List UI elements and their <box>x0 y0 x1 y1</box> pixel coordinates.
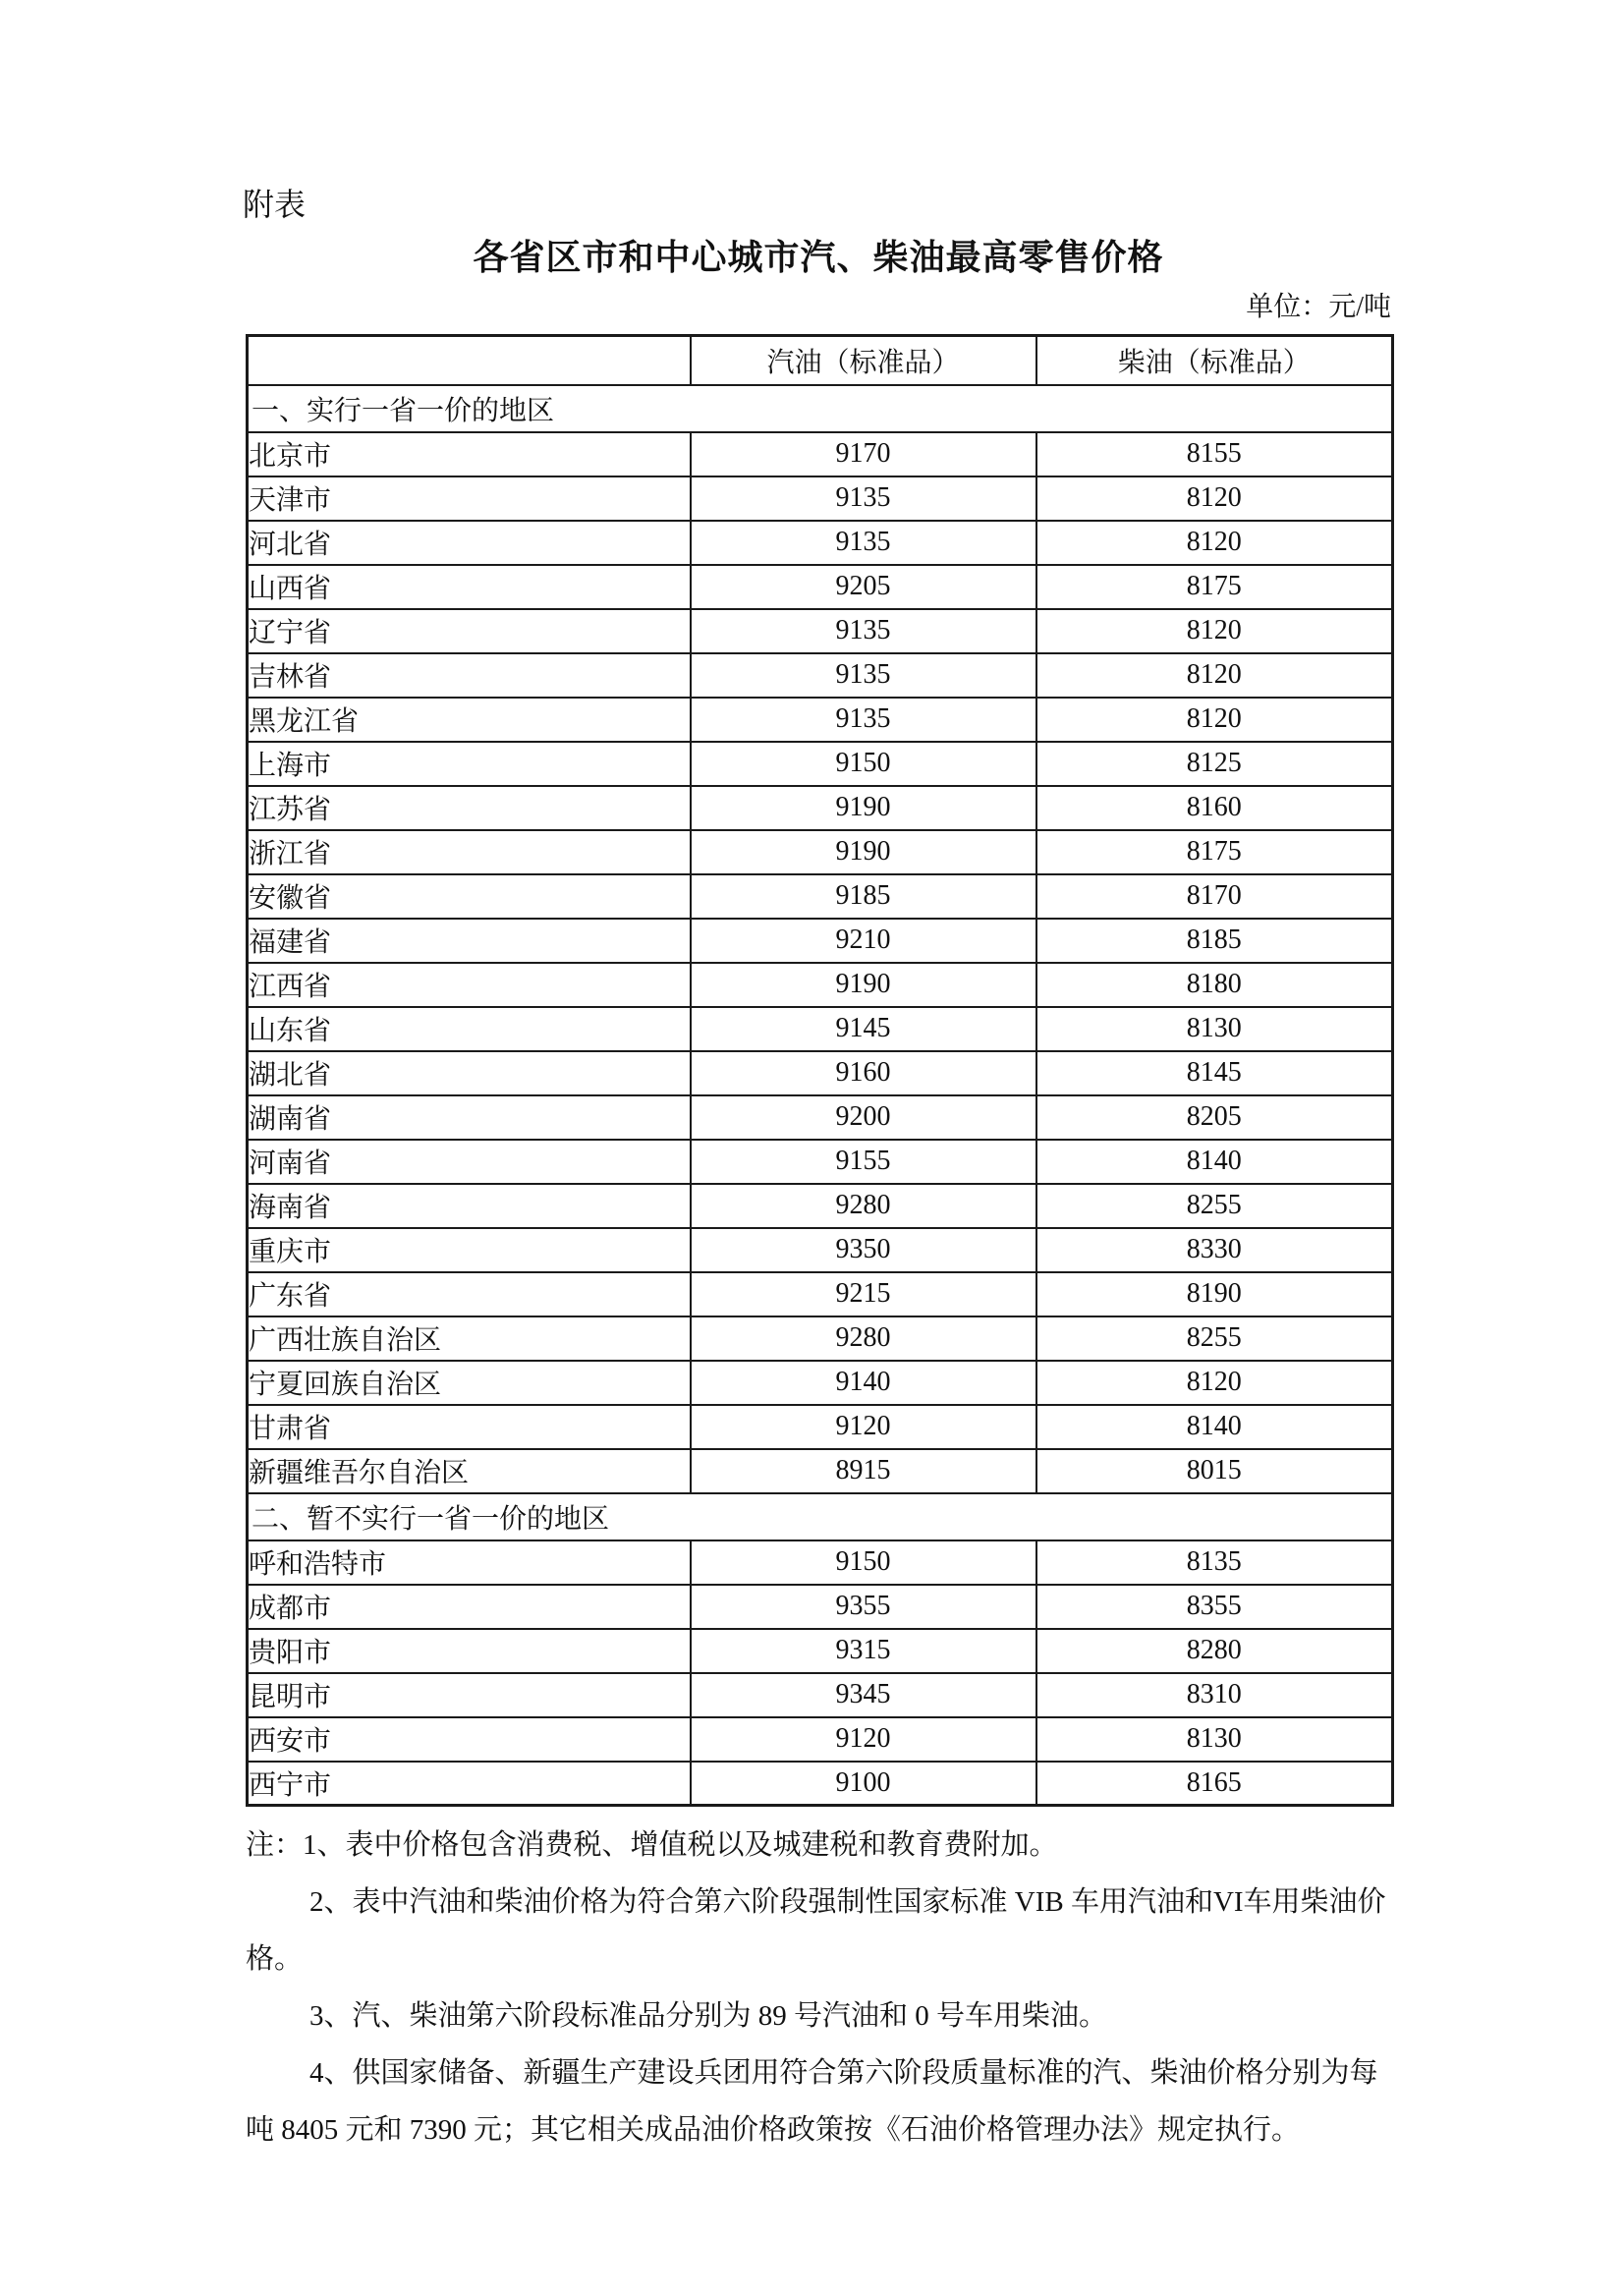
note-line: 2、表中汽油和柴油价格为符合第六阶段强制性国家标准 VIB 车用汽油和VI车用柴油价 <box>309 1886 1386 1918</box>
gasoline-price: 9155 <box>691 1140 1036 1184</box>
table-row <box>248 1585 1393 1629</box>
diesel-price: 8175 <box>1036 830 1393 874</box>
note-line: 注：1、表中价格包含消费税、增值税以及城建税和教育费附加。 <box>246 1829 1058 1861</box>
diesel-price: 8170 <box>1036 874 1393 919</box>
gasoline-price: 9120 <box>691 1405 1036 1449</box>
table-row <box>248 1051 1393 1095</box>
diesel-price: 8120 <box>1036 698 1393 742</box>
table-row <box>248 1316 1393 1361</box>
table-row <box>248 1184 1393 1228</box>
gasoline-price: 9145 <box>691 1007 1036 1051</box>
diesel-price: 8120 <box>1036 521 1393 565</box>
gasoline-price: 9140 <box>691 1361 1036 1405</box>
gasoline-price: 9100 <box>691 1762 1036 1806</box>
price-table <box>246 334 1394 1807</box>
table-row <box>248 1540 1393 1585</box>
gasoline-price: 9205 <box>691 565 1036 609</box>
region-name: 宁夏回族自治区 <box>248 1361 691 1405</box>
table-row <box>248 830 1393 874</box>
region-name: 广西壮族自治区 <box>248 1316 691 1361</box>
diesel-price: 8330 <box>1036 1228 1393 1272</box>
region-name: 成都市 <box>248 1585 691 1629</box>
gasoline-price: 9190 <box>691 830 1036 874</box>
diesel-price: 8255 <box>1036 1316 1393 1361</box>
table-row <box>248 1717 1393 1762</box>
region-name: 广东省 <box>248 1272 691 1316</box>
diesel-price: 8130 <box>1036 1007 1393 1051</box>
diesel-price: 8125 <box>1036 742 1393 786</box>
gasoline-price: 9315 <box>691 1629 1036 1673</box>
region-name: 安徽省 <box>248 874 691 919</box>
gasoline-price: 9190 <box>691 963 1036 1007</box>
region-name: 海南省 <box>248 1184 691 1228</box>
table-row <box>248 432 1393 476</box>
gasoline-price: 9280 <box>691 1184 1036 1228</box>
region-name: 河北省 <box>248 521 691 565</box>
unit-label: 单位：元/吨 <box>1246 292 1391 322</box>
table-row <box>248 742 1393 786</box>
diesel-price: 8255 <box>1036 1184 1393 1228</box>
diesel-price: 8155 <box>1036 432 1393 476</box>
table-row <box>248 1629 1393 1673</box>
region-name: 吉林省 <box>248 653 691 698</box>
note-line: 3、汽、柴油第六阶段标准品分别为 89 号汽油和 0 号车用柴油。 <box>309 2000 1108 2032</box>
gasoline-price: 9355 <box>691 1585 1036 1629</box>
region-name: 湖北省 <box>248 1051 691 1095</box>
region-name: 北京市 <box>248 432 691 476</box>
gasoline-price: 9135 <box>691 609 1036 653</box>
table-row <box>248 1140 1393 1184</box>
column-header-diesel: 柴油（标准品） <box>1036 336 1393 385</box>
gasoline-price: 9160 <box>691 1051 1036 1095</box>
diesel-price: 8135 <box>1036 1540 1393 1585</box>
note-line: 格。 <box>246 1943 304 1975</box>
region-name: 江西省 <box>248 963 691 1007</box>
table-row <box>248 1272 1393 1316</box>
document-content <box>246 234 1391 2158</box>
region-name: 江苏省 <box>248 786 691 830</box>
section-heading: 一、实行一省一价的地区 <box>248 385 1393 432</box>
table-row <box>248 1095 1393 1140</box>
diesel-price: 8180 <box>1036 963 1393 1007</box>
table-row <box>248 1762 1393 1806</box>
gasoline-price: 9135 <box>691 521 1036 565</box>
diesel-price: 8185 <box>1036 919 1393 963</box>
region-name: 山东省 <box>248 1007 691 1051</box>
gasoline-price: 9150 <box>691 742 1036 786</box>
diesel-price: 8165 <box>1036 1762 1393 1806</box>
gasoline-price: 9210 <box>691 919 1036 963</box>
gasoline-price: 9185 <box>691 874 1036 919</box>
region-name: 浙江省 <box>248 830 691 874</box>
region-name: 辽宁省 <box>248 609 691 653</box>
table-row <box>248 1007 1393 1051</box>
gasoline-price: 9120 <box>691 1717 1036 1762</box>
region-name: 天津市 <box>248 476 691 521</box>
table-row <box>248 1228 1393 1272</box>
note-line: 吨 8405 元和 7390 元；其它相关成品油价格政策按《石油价格管理办法》规定执行。 <box>246 2114 1301 2146</box>
region-name: 山西省 <box>248 565 691 609</box>
table-row <box>248 786 1393 830</box>
table-row <box>248 919 1393 963</box>
table-row <box>248 476 1393 521</box>
diesel-price: 8355 <box>1036 1585 1393 1629</box>
region-name: 湖南省 <box>248 1095 691 1140</box>
section-heading-row <box>248 1493 1393 1540</box>
page-title: 各省区市和中心城市汽、柴油最高零售价格 <box>473 238 1164 277</box>
region-name: 黑龙江省 <box>248 698 691 742</box>
gasoline-price: 9215 <box>691 1272 1036 1316</box>
table-row <box>248 653 1393 698</box>
notes-block <box>246 1817 1391 2158</box>
section-heading-row <box>248 385 1393 432</box>
region-name: 呼和浩特市 <box>248 1540 691 1585</box>
region-name: 重庆市 <box>248 1228 691 1272</box>
table-row <box>248 698 1393 742</box>
gasoline-price: 9350 <box>691 1228 1036 1272</box>
region-name: 西宁市 <box>248 1762 691 1806</box>
gasoline-price: 9345 <box>691 1673 1036 1717</box>
table-row <box>248 1449 1393 1493</box>
diesel-price: 8120 <box>1036 653 1393 698</box>
gasoline-price: 9135 <box>691 476 1036 521</box>
diesel-price: 8140 <box>1036 1405 1393 1449</box>
diesel-price: 8120 <box>1036 1361 1393 1405</box>
table-row <box>248 521 1393 565</box>
gasoline-price: 9280 <box>691 1316 1036 1361</box>
diesel-price: 8175 <box>1036 565 1393 609</box>
gasoline-price: 9135 <box>691 698 1036 742</box>
diesel-price: 8145 <box>1036 1051 1393 1095</box>
appendix-label: 附表 <box>243 187 307 222</box>
region-name: 西安市 <box>248 1717 691 1762</box>
diesel-price: 8015 <box>1036 1449 1393 1493</box>
region-name: 河南省 <box>248 1140 691 1184</box>
table-header-row <box>248 336 1393 385</box>
diesel-price: 8310 <box>1036 1673 1393 1717</box>
region-name: 甘肃省 <box>248 1405 691 1449</box>
section-heading: 二、暂不实行一省一价的地区 <box>248 1493 1393 1540</box>
table-row <box>248 565 1393 609</box>
diesel-price: 8120 <box>1036 476 1393 521</box>
column-header-gasoline: 汽油（标准品） <box>691 336 1036 385</box>
region-name: 新疆维吾尔自治区 <box>248 1449 691 1493</box>
diesel-price: 8190 <box>1036 1272 1393 1316</box>
table-row <box>248 874 1393 919</box>
note-line: 4、供国家储备、新疆生产建设兵团用符合第六阶段质量标准的汽、柴油价格分别为每 <box>309 2057 1378 2089</box>
price-table-body <box>248 385 1393 1806</box>
gasoline-price: 8915 <box>691 1449 1036 1493</box>
table-row <box>248 609 1393 653</box>
table-row <box>248 1361 1393 1405</box>
diesel-price: 8120 <box>1036 609 1393 653</box>
diesel-price: 8140 <box>1036 1140 1393 1184</box>
region-name: 贵阳市 <box>248 1629 691 1673</box>
gasoline-price: 9150 <box>691 1540 1036 1585</box>
table-row <box>248 1405 1393 1449</box>
gasoline-price: 9190 <box>691 786 1036 830</box>
region-name: 昆明市 <box>248 1673 691 1717</box>
gasoline-price: 9200 <box>691 1095 1036 1140</box>
region-name: 福建省 <box>248 919 691 963</box>
diesel-price: 8160 <box>1036 786 1393 830</box>
column-header-region <box>248 336 691 385</box>
diesel-price: 8130 <box>1036 1717 1393 1762</box>
diesel-price: 8205 <box>1036 1095 1393 1140</box>
gasoline-price: 9170 <box>691 432 1036 476</box>
diesel-price: 8280 <box>1036 1629 1393 1673</box>
table-row <box>248 963 1393 1007</box>
region-name: 上海市 <box>248 742 691 786</box>
table-row <box>248 1673 1393 1717</box>
gasoline-price: 9135 <box>691 653 1036 698</box>
